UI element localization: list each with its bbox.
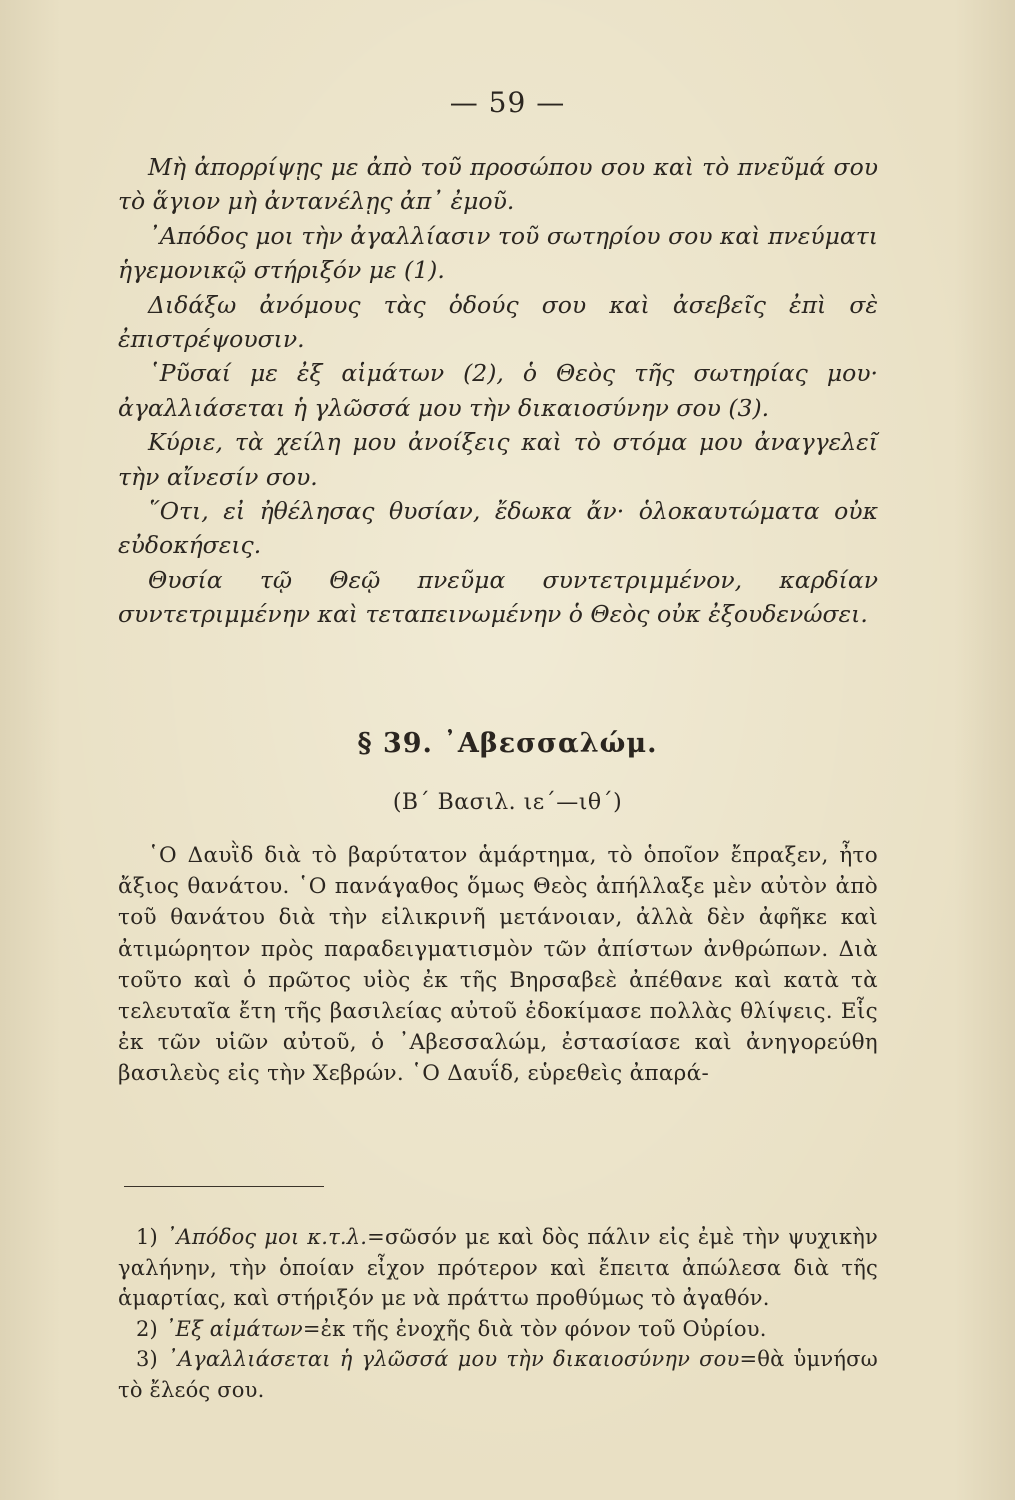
- verse-7: Θυσία τῷ Θεῷ πνεῦμα συντετριμμένον, καρδίαν συντετριμμένην καὶ τεταπεινωμένην ὁ Θεὸς οὐκ ἐξουδενώσει.: [118, 565, 878, 629]
- body-paragraph: ῾Ο Δαυῒδ διὰ τὸ βαρύτατον ἁμάρτημα, τὸ ὁποῖον ἔπραξεν, ἦτο ἄξιος θανάτου. ῾Ο πανάγαθος ὅμως Θεὸς ἀπήλλαξε μὲν αὐτὸν ἀπὸ τοῦ θανάτου διὰ τὴν εἰλικρινῆ μετάνοιαν, ἀλλὰ δὲν ἀφῆκε καὶ ἀτιμώρητον πρὸς παραδειγματισμὸν τῶν ἀπίστων ἀνθρώπων. Διὰ τοῦτο καὶ ὁ πρῶτος υἱὸς ἐκ τῆς Βηρσαβεὲ ἀπέθανε καὶ κατὰ τὰ τελευταῖα ἔτη τῆς βασιλείας αὐτοῦ ἐδοκίμασε πολλὰς θλίψεις. Εἷς ἐκ τῶν υἱῶν αὐτοῦ, ὁ ᾽Αβεσσαλώμ, ἐστασίασε καὶ ἀνηγορεύθη βασιλεὺς εἰς τὴν Χεβρών. ῾Ο Δαυΐδ, εὑρεθεὶς ἀπαρά-: [118, 843, 878, 1087]
- section-body: [118, 840, 878, 1090]
- footnote-2-text: =ἐκ τῆς ἐνοχῆς διὰ τὸν φόνον τοῦ Οὐρίου.: [302, 1316, 767, 1341]
- verse-6: ῞Οτι, εἰ ἠθέλησας θυσίαν, ἔδωκα ἄν· ὁλοκαυτώματα οὐκ εὐδοκήσεις.: [118, 497, 878, 560]
- footnote-1-lemma: ᾽Απόδος μοι κ.τ.λ.: [165, 1225, 368, 1249]
- section-reference: (Β΄ Βασιλ. ιε΄—ιθ΄): [392, 790, 623, 815]
- footnote-2-mark: 2): [136, 1316, 165, 1341]
- footnote-3: [118, 1344, 878, 1405]
- verse-3: Διδάξω ἀνόμους τὰς ὁδούς σου καὶ ἀσεβεῖς ἐπὶ σὲ ἐπιστρέψουσιν.: [118, 290, 878, 354]
- footnote-3-text: =θὰ ὑμνήσω τὸ ἔλεός σου.: [118, 1347, 878, 1402]
- verse-2: ᾽Απόδος μοι τὴν ἀγαλλίασιν τοῦ σωτηρίου σου καὶ πνεύματι ἡγεμονικῷ στήριξόν με (1).: [118, 221, 878, 285]
- footnote-3-lemma: ᾽Αγαλλιάσεται ἡ γλῶσσά μου τὴν δικαιοσύνην σου: [167, 1347, 740, 1372]
- section-heading: § 39. ᾽Αβεσσαλώμ.: [357, 728, 658, 759]
- footnote-divider: [124, 1186, 324, 1187]
- footnote-2-lemma: ᾽Εξ αἱμάτων: [164, 1316, 303, 1341]
- psalm-verses: [118, 150, 878, 632]
- footnote-1-mark: 1): [136, 1225, 166, 1249]
- page-number: — 59 —: [449, 86, 566, 119]
- footnotes: [118, 1222, 878, 1406]
- verse-1: Μὴ ἀπορρίψῃς με ἀπὸ τοῦ προσώπου σου καὶ τὸ πνεῦμά σου τὸ ἅγιον μὴ ἀντανέλῃς ἀπ᾽ ἐμοῦ.: [118, 153, 878, 216]
- footnote-3-mark: 3): [136, 1347, 168, 1372]
- verse-5: Κύριε, τὰ χείλη μου ἀνοίξεις καὶ τὸ στόμα μου ἀναγγελεῖ τὴν αἴνεσίν σου.: [118, 428, 878, 491]
- verse-4: ῾Ρῦσαί με ἐξ αἱμάτων (2), ὁ Θεὸς τῆς σωτηρίας μου· ἀγαλλιάσεται ἡ γλῶσσά μου τὴν δικαιοσύνην σου (3).: [118, 359, 878, 422]
- footnote-2: [118, 1314, 878, 1345]
- footnote-1-text: =σῶσόν με καὶ δὸς πάλιν εἰς ἐμὲ τὴν ψυχικὴν γαλήνην, τὴν ὁποίαν εἶχον πρότερον καὶ ἔπειτα ἀπώλεσα διὰ τῆς ἁμαρτίας, καὶ στήριξόν με νὰ πράττω προθύμως τὸ ἀγαθόν.: [118, 1225, 878, 1311]
- footnote-1: [118, 1222, 878, 1314]
